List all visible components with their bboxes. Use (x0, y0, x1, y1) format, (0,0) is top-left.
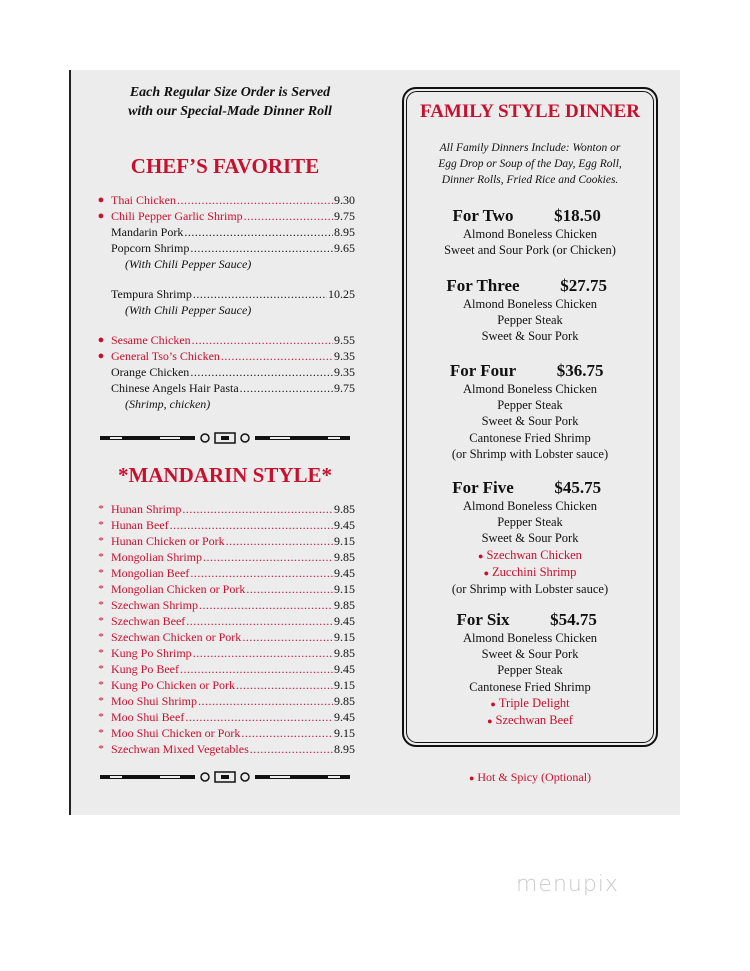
package-dish-text: Zucchini Shrimp (492, 564, 577, 579)
dot-leader (190, 565, 333, 581)
asterisk-marker: * (98, 711, 104, 723)
menu-item-row (95, 613, 355, 629)
menu-item (95, 565, 355, 581)
package-dish (420, 679, 640, 695)
family-note-line-2: Egg Drop or Soup of the Day, Egg Roll, (438, 158, 622, 170)
menu-item-price: 9.45 (334, 518, 355, 532)
asterisk-marker: * (98, 695, 104, 707)
menu-item-price: 9.15 (334, 678, 355, 692)
package-dishes (420, 226, 640, 258)
menu-item-row (95, 565, 355, 581)
dot-leader (182, 501, 333, 517)
menu-item (95, 332, 355, 348)
dot-leader (177, 192, 333, 208)
package-dishes (420, 296, 640, 345)
menu-item-note: (Shrimp, chicken) (125, 397, 211, 411)
package-dish-text: Cantonese Fried Shrimp (469, 430, 591, 445)
asterisk-marker: * (98, 679, 104, 691)
menu-item-row (95, 192, 355, 208)
menu-item-name: Hunan Chicken or Pork (111, 534, 225, 548)
menu-item-price: 9.45 (334, 662, 355, 676)
package-dishes (420, 498, 640, 597)
dot-leader (250, 741, 333, 757)
menu-item (95, 741, 355, 757)
menu-item-price: 9.45 (334, 710, 355, 724)
menu-item (95, 597, 355, 613)
menu-item-name: Szechwan Beef (111, 614, 186, 628)
package-dish (420, 630, 640, 646)
spicy-marker-icon: ● (97, 334, 105, 346)
menu-item-name: Mandarin Pork (111, 225, 184, 239)
menu-item-row (95, 581, 355, 597)
package-dish-text: Almond Boneless Chicken (462, 227, 597, 241)
package-dish-text: Sweet and Sour Pork (or Chicken) (444, 243, 616, 258)
menu-item-name: Mongolian Beef (111, 566, 190, 580)
menu-item-price: 9.85 (334, 550, 355, 564)
package-dish (420, 514, 640, 530)
package-dish (420, 296, 640, 312)
menu-item-name: Szechwan Shrimp (111, 598, 198, 612)
package-dish-text: Szechwan Beef (495, 713, 573, 728)
package-dish (420, 413, 640, 429)
asterisk-marker: * (98, 583, 104, 595)
family-package (420, 478, 640, 597)
package-dish (420, 695, 640, 712)
dot-leader (199, 597, 333, 613)
package-header (420, 206, 640, 226)
package-dish-text: Pepper Steak (497, 313, 563, 328)
dot-leader (193, 645, 333, 661)
dot-leader (236, 677, 333, 693)
asterisk-marker: * (98, 535, 104, 547)
asterisk-marker: * (98, 599, 104, 611)
menu-item (95, 549, 355, 565)
menu-item-name: Kung Po Chicken or Pork (111, 678, 235, 692)
dot-leader (226, 533, 333, 549)
menu-item (95, 709, 355, 725)
asterisk-marker: * (98, 551, 104, 563)
package-dish (420, 446, 640, 462)
menu-item-price: 9.35 (334, 365, 355, 379)
package-dish-text: Szechwan Chicken (486, 547, 582, 562)
package-dish (420, 226, 640, 242)
menu-item (95, 224, 355, 240)
package-dish (420, 530, 640, 546)
menu-item-name: Orange Chicken (111, 365, 190, 379)
menu-item (95, 208, 355, 224)
menu-item (95, 677, 355, 693)
package-dish (420, 430, 640, 446)
menu-item-name: Moo Shui Beef (111, 710, 185, 724)
package-dish (420, 646, 640, 662)
menu-item-row (95, 709, 355, 725)
package-header (420, 361, 640, 381)
menu-item-name: Moo Shui Shrimp (111, 694, 198, 708)
menu-item-name: Popcorn Shrimp (111, 241, 190, 255)
package-price: $36.75 (556, 361, 604, 380)
menu-item (95, 613, 355, 629)
menu-item-name: Szechwan Chicken or Pork (111, 630, 242, 644)
mandarin-style-title: *MANDARIN STYLE* (117, 463, 333, 487)
menu-item (95, 501, 355, 517)
package-dish-text: Pepper Steak (497, 398, 563, 413)
family-note-line-1: All Family Dinners Include: Wonton or (439, 142, 621, 154)
spicy-marker-icon: ● (97, 210, 105, 222)
menu-item-row (95, 501, 355, 517)
menu-item-row (95, 380, 355, 396)
family-package (420, 276, 640, 345)
dot-leader (240, 380, 333, 396)
package-dishes (420, 630, 640, 729)
package-price: $54.75 (550, 610, 597, 629)
spicy-legend (440, 770, 620, 785)
menu-item-row (95, 364, 355, 380)
menu-item (95, 693, 355, 709)
dot-leader (190, 364, 333, 380)
menu-item-price: 9.85 (334, 694, 355, 708)
package-dish-text: Almond Boneless Chicken (462, 382, 597, 396)
dot-leader (184, 224, 333, 240)
menu-item-name: Mongolian Shrimp (111, 550, 203, 564)
menu-item-row (95, 661, 355, 677)
watermark-logo: menupix (516, 872, 619, 897)
asterisk-marker: * (98, 743, 104, 755)
menu-item-name: General Tso’s Chicken (111, 349, 220, 363)
page-edge (69, 70, 71, 815)
menu-item (95, 581, 355, 597)
menu-item (95, 380, 355, 396)
package-dish (420, 547, 640, 564)
package-label: For Six (456, 610, 510, 629)
menu-item-price: 9.15 (334, 630, 355, 644)
menu-item-row (95, 597, 355, 613)
package-dish-text: Almond Boneless Chicken (462, 297, 597, 311)
menu-item-name: Sesame Chicken (111, 333, 191, 347)
spicy-marker-icon: ● (478, 550, 484, 561)
package-dish (420, 312, 640, 328)
menu-item (95, 629, 355, 645)
menu-item-name: Kung Po Beef (111, 662, 179, 676)
menu-item (95, 192, 355, 208)
menu-item-name: Thai Chicken (111, 193, 176, 207)
package-dish-text: Pepper Steak (497, 663, 563, 678)
asterisk-marker: * (98, 503, 104, 515)
menu-item-row (95, 517, 355, 533)
menu-item-row (95, 549, 355, 565)
asterisk-marker: * (98, 519, 104, 531)
menu-item-row (95, 629, 355, 645)
menu-item-name: Tempura Shrimp (111, 287, 192, 301)
menu-item-price: 9.45 (334, 566, 355, 580)
package-dish (420, 242, 640, 258)
menu-item-name: Chili Pepper Garlic Shrimp (111, 209, 243, 223)
menu-item-price: 10.25 (328, 287, 355, 301)
menu-item (95, 348, 355, 364)
dot-leader (221, 348, 333, 364)
family-dinner-title: FAMILY STYLE DINNER (420, 101, 640, 122)
menu-item-price: 9.75 (334, 209, 355, 223)
package-dish (420, 662, 640, 678)
package-dish-text: Almond Boneless Chicken (462, 499, 597, 513)
menu-item-price: 9.85 (334, 646, 355, 660)
menu-item (95, 286, 355, 302)
menu-item-row (95, 208, 355, 224)
menu-item-row (95, 348, 355, 364)
menu-item-name: Chinese Angels Hair Pasta (111, 381, 239, 395)
dot-leader (186, 613, 333, 629)
dot-leader (241, 725, 333, 741)
menu-item-name: Hunan Beef (111, 518, 169, 532)
dot-leader (170, 517, 333, 533)
package-price: $45.75 (554, 478, 602, 497)
menu-item (95, 517, 355, 533)
menu-item-name: Kung Po Shrimp (111, 646, 192, 660)
menu-item-row (95, 741, 355, 757)
menu-item-row (95, 693, 355, 709)
package-dish-text: Almond Boneless Chicken (462, 631, 597, 645)
menu-item-price: 8.95 (334, 225, 355, 239)
intro-text (110, 83, 350, 121)
asterisk-marker: * (98, 647, 104, 659)
menu-item-name: Mongolian Chicken or Pork (111, 582, 246, 596)
menu-item-price: 9.35 (334, 349, 355, 363)
menu-item-note: (With Chili Pepper Sauce) (125, 303, 252, 317)
dot-leader (203, 549, 333, 565)
menu-item-price: 9.45 (334, 614, 355, 628)
family-package (420, 361, 640, 462)
menu-item-price: 9.65 (334, 241, 355, 255)
asterisk-marker: * (98, 567, 104, 579)
family-package (420, 610, 640, 729)
package-dishes (420, 381, 640, 462)
legend-text: Hot & Spicy (Optional) (477, 770, 592, 784)
intro-line-2: with our Special-Made Dinner Roll (128, 104, 332, 119)
dot-leader (242, 629, 333, 645)
menu-item (95, 240, 355, 256)
asterisk-marker: * (98, 615, 104, 627)
menu-item-row (95, 240, 355, 256)
spicy-marker-icon: ● (97, 194, 105, 206)
package-dish-text: Sweet & Sour Pork (481, 531, 579, 546)
spicy-marker-icon: ● (483, 567, 490, 578)
menu-item-price: 9.75 (334, 381, 355, 395)
menu-item-note: (With Chili Pepper Sauce) (125, 257, 252, 271)
menu-item-price: 9.15 (334, 534, 355, 548)
menu-item-price: 9.85 (334, 598, 355, 612)
package-price: $18.50 (554, 206, 601, 225)
package-dish-text: Pepper Steak (497, 515, 563, 530)
menu-item-row (95, 224, 355, 240)
package-dish (420, 564, 640, 581)
menu-item-row (95, 645, 355, 661)
dot-leader (185, 709, 333, 725)
chefs-favorite-title: CHEF’S FAVORITE (130, 154, 320, 178)
package-dish-text: Triple Delight (498, 695, 570, 710)
menu-item-price: 8.95 (334, 742, 355, 756)
menu-item-name: Hunan Shrimp (111, 502, 182, 516)
package-header (420, 610, 640, 630)
dot-leader (193, 286, 327, 302)
asterisk-marker: * (98, 663, 104, 675)
spacer (95, 272, 355, 286)
menu-item-price: 9.15 (334, 582, 355, 596)
package-dish (420, 712, 640, 729)
package-label: For Four (449, 361, 517, 380)
package-label: For Two (452, 206, 514, 225)
package-dish (420, 498, 640, 514)
menu-item-price: 9.55 (334, 333, 355, 347)
package-dish (420, 397, 640, 413)
spicy-marker-icon: ● (487, 716, 493, 727)
dot-leader (190, 240, 333, 256)
package-header (420, 478, 640, 498)
menu-item-name: Moo Shui Chicken or Pork (111, 726, 241, 740)
package-dish-text: (or Shrimp with Lobster sauce) (451, 582, 609, 597)
menu-item-row (95, 533, 355, 549)
package-dish-text: (or Shrimp with Lobster sauce) (451, 446, 609, 461)
chefs-favorite-list (95, 192, 355, 412)
menu-item-row (95, 725, 355, 741)
package-dish (420, 381, 640, 397)
package-header (420, 276, 640, 296)
menu-item-price: 9.30 (334, 193, 355, 207)
package-dish-text: Sweet & Sour Pork (481, 647, 579, 662)
family-note-line-3: Dinner Rolls, Fried Rice and Cookies. (441, 174, 619, 186)
dot-leader (192, 332, 333, 348)
dot-leader (244, 208, 333, 224)
asterisk-marker: * (98, 727, 104, 739)
family-package (420, 206, 640, 258)
spacer (95, 318, 355, 332)
package-dish-text: Sweet & Sour Pork (481, 329, 579, 344)
dot-leader (180, 661, 333, 677)
package-dish (420, 581, 640, 597)
spicy-marker-icon: ● (97, 350, 105, 362)
menu-item-row (95, 332, 355, 348)
mandarin-style-list (95, 501, 355, 757)
menu-item (95, 725, 355, 741)
menu-item-price: 9.15 (334, 726, 355, 740)
package-label: For Three (446, 276, 520, 295)
dot-leader (198, 693, 333, 709)
intro-line-1: Each Regular Size Order is Served (129, 85, 331, 100)
menu-item (95, 364, 355, 380)
menu-item-row (95, 677, 355, 693)
spicy-marker-icon: ● (468, 773, 475, 783)
package-label: For Five (452, 478, 514, 497)
menu-item-row (95, 286, 355, 302)
family-dinner-note (420, 140, 640, 188)
package-dish-text: Cantonese Fried Shrimp (469, 679, 591, 694)
menu-item-name: Szechwan Mixed Vegetables (111, 742, 249, 756)
ornament-divider (100, 432, 350, 444)
menu-item (95, 645, 355, 661)
menu-item (95, 533, 355, 549)
ornament-divider-bottom (100, 771, 350, 783)
package-price: $27.75 (560, 276, 607, 295)
menu-item (95, 661, 355, 677)
spicy-marker-icon: ● (490, 698, 496, 709)
asterisk-marker: * (98, 631, 104, 643)
package-dish (420, 328, 640, 344)
package-dish-text: Sweet & Sour Pork (481, 414, 579, 429)
menu-item-price: 9.85 (334, 502, 355, 516)
dot-leader (246, 581, 333, 597)
